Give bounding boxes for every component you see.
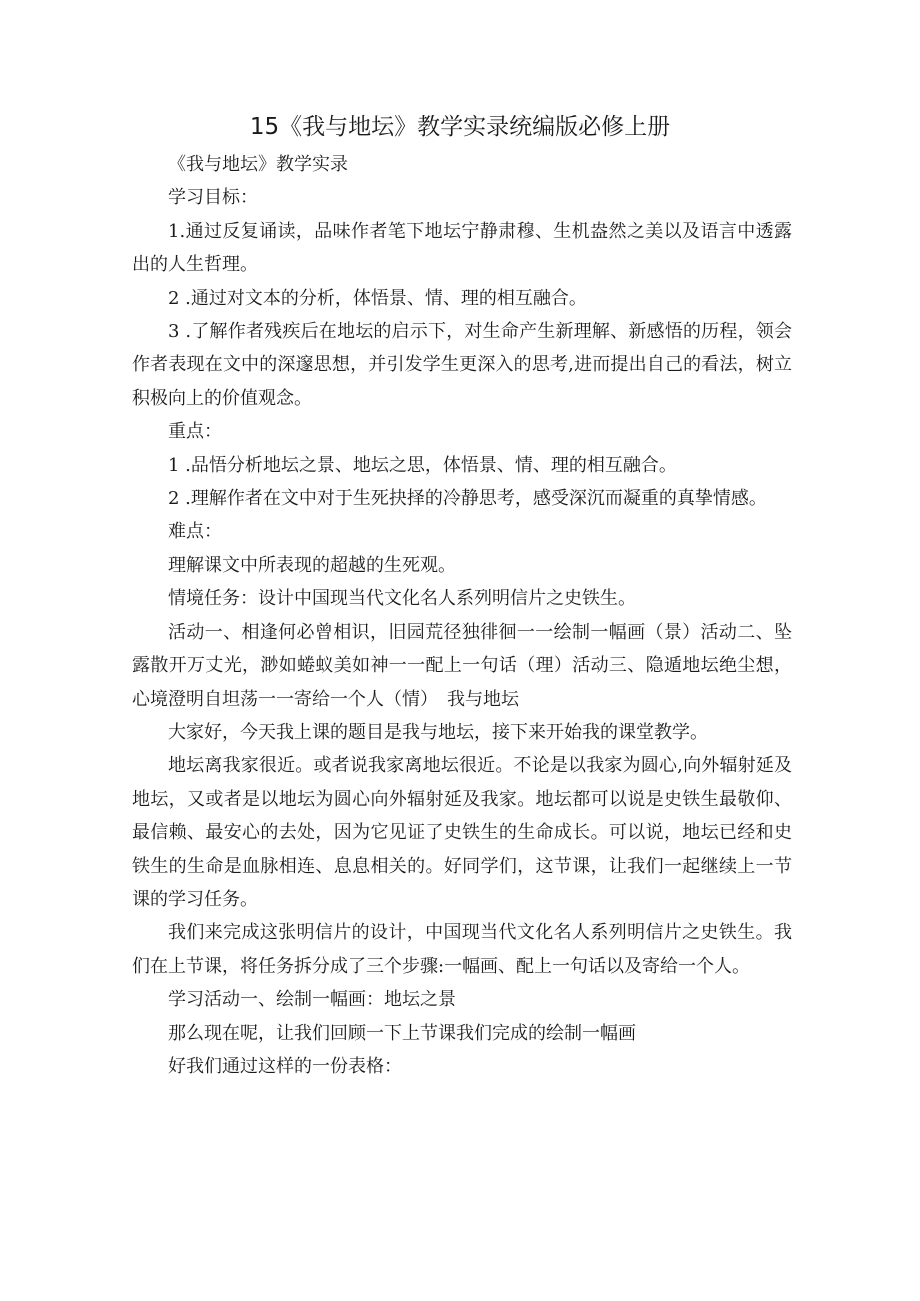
section-heading-key-points: 重点： <box>168 421 222 443</box>
objective-item-1: 1.通过反复诵读，品味作者笔下地坛宁静肃穆、生机盎然之美以及语言中透露出的人生哲理。 <box>132 220 792 276</box>
body-paragraph: 我们来完成这张明信片的设计，中国现当代文化名人系列明信片之史铁生。我们在上节课，将任务拆分成了三个步骤:一幅画、配上一句话以及寄给一个人。 <box>132 922 792 977</box>
key-point-item-2: 2 .理解作者在文中对于生死抉择的冷静思考，感受深沉而凝重的真挚情感。 <box>168 488 767 510</box>
document-body <box>132 148 792 1083</box>
objective-item-2: 2 .通过对文本的分析，体悟景、情、理的相互融合。 <box>168 287 587 309</box>
key-point-item-1: 1 .品悟分析地坛之景、地坛之思，体悟景、情、理的相互融合。 <box>168 454 677 476</box>
objective-item-3: 3 .了解作者残疾后在地坛的启示下，对生命产生新理解、新感悟的历程，领会作者表现在文中的深邃思想，并引发学生更深入的思考,进而提出自己的看法，树立积极向上的价值观念。 <box>132 321 792 409</box>
body-paragraph: 那么现在呢，让我们回顾一下上节课我们完成的绘制一幅画 <box>168 1022 636 1044</box>
subtitle-paragraph: 《我与地坛》教学实录 <box>168 154 348 175</box>
body-paragraph: 好我们通过这样的一份表格： <box>168 1055 402 1077</box>
body-paragraph: 大家好，今天我上课的题目是我与地坛，接下来开始我的课堂教学。 <box>168 721 708 743</box>
body-paragraph: 地坛离我家很近。或者说我家离地坛很近。不论是以我家为圆心,向外辐射延及地坛，又或者是以地坛为圆心向外辐射延及我家。地坛都可以说是史铁生最敬仰、最信赖、最安心的去处，因为它见证了史铁生的生命成长。可以说，地坛已经和史铁生的生命是血脉相连、息息相关的。好同学们，这节课，让我们一起继续上一节课的学习任务。 <box>132 755 792 910</box>
activities-paragraph: 活动一、相逢何必曾相识，旧园荒径独徘徊一一绘制一幅画（景）活动二、坠露散开万丈光，渺如蜷蚁美如神一一配上一句话（理）活动三、隐遁地坛绝尘想，心境澄明自坦荡一一寄给一个人（情） 我与地坛 <box>132 621 792 710</box>
section-heading-difficulty: 难点： <box>168 521 222 543</box>
activity-heading: 学习活动一、绘制一幅画：地坛之景 <box>168 989 456 1011</box>
section-heading-objectives: 学习目标： <box>168 187 258 209</box>
task-paragraph: 情境任务：设计中国现当代文化名人系列明信片之史铁生。 <box>168 588 636 610</box>
difficulty-paragraph: 理解课文中所表现的超越的生死观。 <box>168 554 456 576</box>
document-title: 15《我与地坛》教学实录统编版必修上册 <box>249 114 671 140</box>
